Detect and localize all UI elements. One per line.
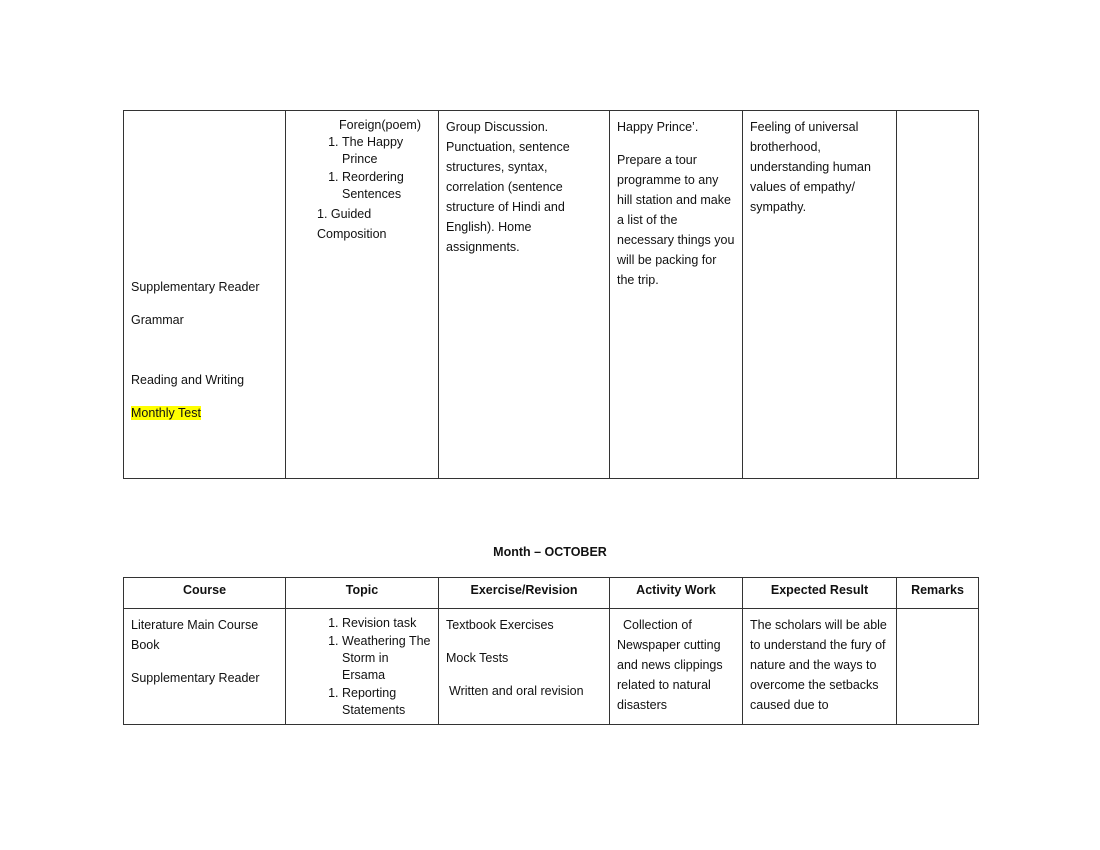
october-plan-table bbox=[123, 577, 979, 725]
topic-guided-composition: 1. Guided Composition bbox=[317, 207, 387, 241]
course-cell bbox=[124, 111, 286, 479]
activity-cell bbox=[610, 111, 743, 479]
exercise-cell bbox=[439, 609, 610, 725]
exercise-line: Mock Tests bbox=[446, 651, 509, 665]
topic-list bbox=[317, 615, 431, 632]
column-header-activity: Activity Work bbox=[610, 578, 743, 609]
course-supplementary-reader: Supplementary Reader bbox=[131, 280, 260, 294]
course-grammar: Grammar bbox=[131, 313, 184, 327]
activity-task: Prepare a tour programme to any hill station and make a list of the necessary things you will be packing for the trip. bbox=[617, 153, 735, 287]
monthly-test-highlight: Monthly Test bbox=[131, 406, 201, 420]
list-item: 1. The Happy Prince bbox=[342, 134, 431, 168]
activity-line: Happy Prince’. bbox=[617, 120, 699, 134]
exercise-line: Written and oral revision bbox=[449, 684, 584, 698]
list-item: 1. Reordering Sentences bbox=[342, 169, 431, 203]
topic-list bbox=[317, 134, 431, 168]
topic-list bbox=[317, 633, 431, 684]
exercise-line: Textbook Exercises bbox=[446, 618, 554, 632]
topic-line: Foreign(poem) bbox=[339, 118, 421, 132]
course-reading-writing: Reading and Writing bbox=[131, 373, 245, 387]
course-supplementary-reader: Supplementary Reader bbox=[131, 671, 260, 685]
september-plan-table bbox=[123, 110, 979, 479]
table-row bbox=[124, 609, 979, 725]
list-item: 1. Weathering The Storm in Ersama bbox=[342, 633, 431, 684]
list-item: 1. Revision task bbox=[342, 615, 431, 632]
header-row bbox=[124, 578, 979, 609]
topic-cell bbox=[286, 609, 439, 725]
list-item: 1. Reporting Statements bbox=[342, 685, 431, 719]
column-header-topic: Topic bbox=[286, 578, 439, 609]
activity-cell: Collection of Newspaper cutting and news clippings related to natural disasters bbox=[610, 609, 743, 725]
expected-result-cell: Feeling of universal brotherhood, understanding human values of empathy/ sympathy. bbox=[743, 111, 897, 479]
remarks-cell bbox=[897, 111, 979, 479]
topic-list bbox=[317, 169, 431, 203]
exercise-cell: Group Discussion. Punctuation, sentence structures, syntax, correlation (sentence structure of Hindi and English). Home assignments. bbox=[439, 111, 610, 479]
expected-result-cell: The scholars will be able to understand the fury of nature and the ways to overcome the setbacks caused due to bbox=[743, 609, 897, 725]
month-title: Month – OCTOBER bbox=[493, 545, 607, 559]
column-header-exercise: Exercise/Revision bbox=[439, 578, 610, 609]
column-header-course: Course bbox=[124, 578, 286, 609]
topic-list bbox=[317, 685, 431, 719]
course-cell bbox=[124, 609, 286, 725]
column-header-expected-result: Expected Result bbox=[743, 578, 897, 609]
course-main-book: Literature Main Course Book bbox=[131, 618, 259, 652]
column-header-remarks: Remarks bbox=[897, 578, 979, 609]
topic-cell bbox=[286, 111, 439, 479]
remarks-cell bbox=[897, 609, 979, 725]
table-row bbox=[124, 111, 979, 479]
